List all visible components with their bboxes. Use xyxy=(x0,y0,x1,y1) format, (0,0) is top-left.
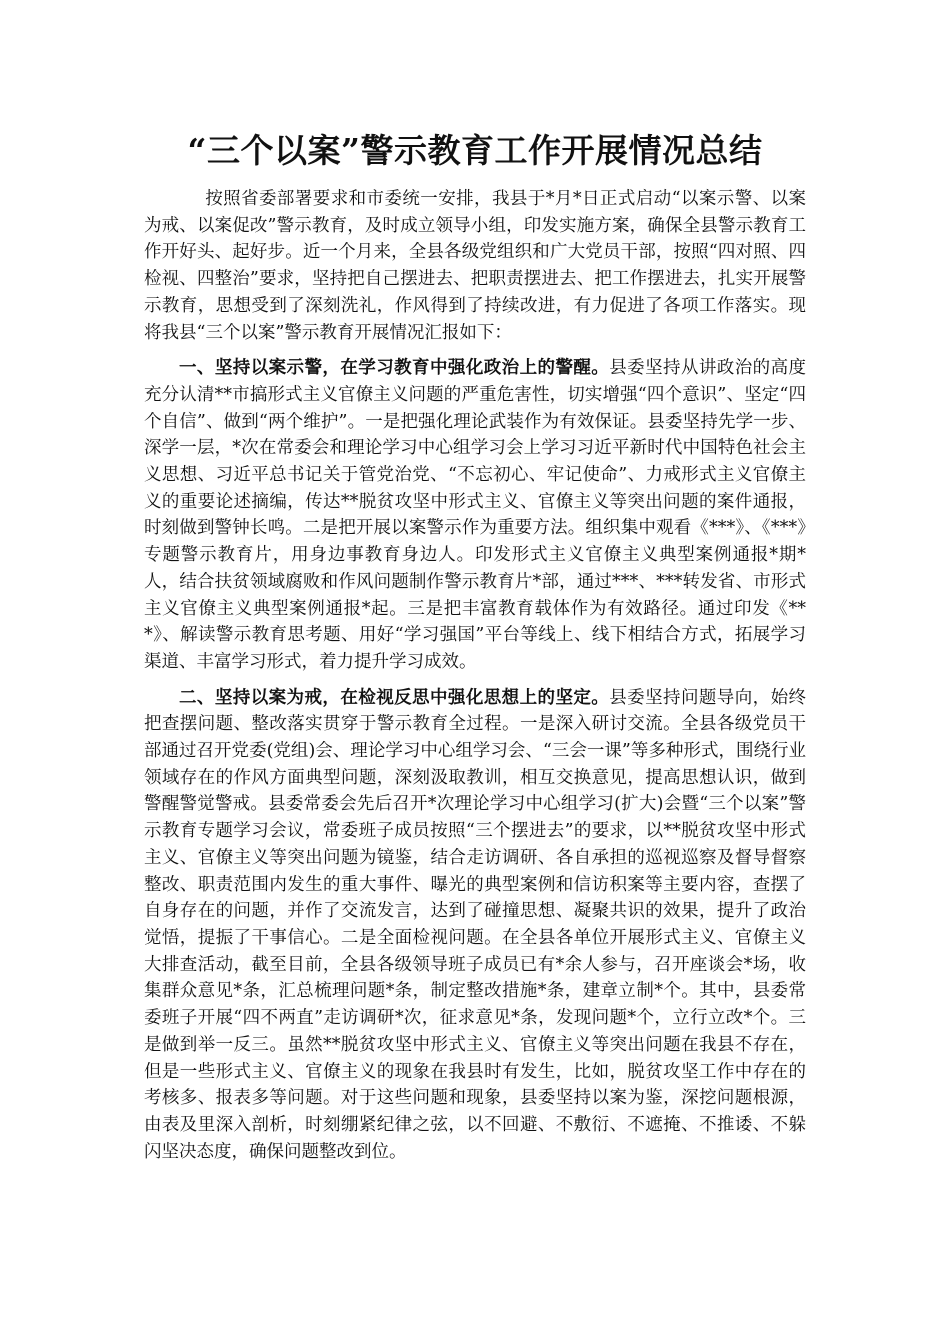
section-2-paragraph xyxy=(144,685,806,1166)
intro-paragraph: 按照省委部署要求和市委统一安排，我县于*月*日正式启动“以案示警、以案为戒、以案促改”警示教育，及时成立领导小组，印发实施方案，确保全县警示教育工作开好头、起好步。近一个月来，全县各级党组织和广大党员干部，按照“四对照、四检视、四整治”要求，坚持把自己摆进去、把职责摆进去、把工作摆进去，扎实开展警示教育，思想受到了深刻洗礼，作风得到了持续改进，有力促进了各项工作落实。现将我县“三个以案”警示教育开展情况汇报如下： xyxy=(144,189,806,343)
section-1-body: 县委坚持从讲政治的高度充分认清**市搞形式主义官僚主义问题的严重危害性，切实增强“四个意识”、坚定“四个自信”、做到“两个维护”。一是把强化理论武装作为有效保证。县委坚持先学一步、深学一层，*次在常委会和理论学习中心组学习会上学习习近平新时代中国特色社会主义思想、习近平总书记关于管党治党、“不忘初心、牢记使命”、力戒形式主义官僚主义的重要论述摘编，传达**脱贫攻坚中形式主义、官僚主义等突出问题的案件通报，时刻做到警钟长鸣。二是把开展以案警示作为重要方法。组织集中观看《***》、《***》专题警示教育片，用身边事教育身边人。印发形式主义官僚主义典型案例通报*期*人，结合扶贫领域腐败和作风问题制作警示教育片*部，通过***、***转发省、市形式主义官僚主义典型案例通报*起。三是把丰富教育载体作为有效路径。通过印发《***》、解读警示教育思考题、用好“学习强国”平台等线上、线下相结合方式，拓展学习渠道、丰富学习形式，着力提升学习成效。 xyxy=(144,358,806,672)
section-1-heading: 一、坚持以案示警，在学习教育中强化政治上的警醒。 xyxy=(179,358,610,379)
document-title: “三个以案”警示教育工作开展情况总结 xyxy=(187,131,763,170)
section-1-paragraph xyxy=(144,355,806,675)
section-2-heading: 二、坚持以案为戒，在检视反思中强化思想上的坚定。 xyxy=(179,687,610,708)
document-page xyxy=(144,126,806,1165)
section-2-body: 县委坚持问题导向，始终把查摆问题、整改落实贯穿于警示教育全过程。一是深入研讨交流。全县各级党员干部通过召开党委(党组)会、理论学习中心组学习会、“三会一课”等多种形式，围绕行业领域存在的作风方面典型问题，深刻汲取教训，相互交换意见，提高思想认识，做到警醒警觉警戒。县委常委会先后召开*次理论学习中心组学习(扩大)会暨“三个以案”警示教育专题学习会议，常委班子成员按照“三个摆进去”的要求，以**脱贫攻坚中形式主义、官僚主义等突出问题为镜鉴，结合走访调研、各自承担的巡视巡察及督导督察整改、职责范围内发生的重大事件、曝光的典型案例和信访积案等主要内容，查摆了自身存在的问题，并作了交流发言，达到了碰撞思想、凝聚共识的效果，提升了政治觉悟，提振了干事信心。二是全面检视问题。在全县各单位开展形式主义、官僚主义大排查活动，截至目前，全县各级领导班子成员已有*余人参与，召开座谈会*场，收集群众意见*条，汇总梳理问题*条，制定整改措施*条，建章立制*个。其中，县委常委班子开展“四不两直”走访调研*次，征求意见*条，发现问题*个，立行立改*个。三是做到举一反三。虽然**脱贫攻坚中形式主义、官僚主义等突出问题在我县不存在，但是一些形式主义、官僚主义的现象在我县时有发生，比如，脱贫攻坚工作中存在的考核多、报表多等问题。对于这些问题和现象，县委坚持以案为鉴，深挖问题根源，由表及里深入剖析，时刻绷紧纪律之弦，以不回避、不敷衍、不遮掩、不推诿、不躲闪坚决态度，确保问题整改到位。 xyxy=(144,687,806,1162)
